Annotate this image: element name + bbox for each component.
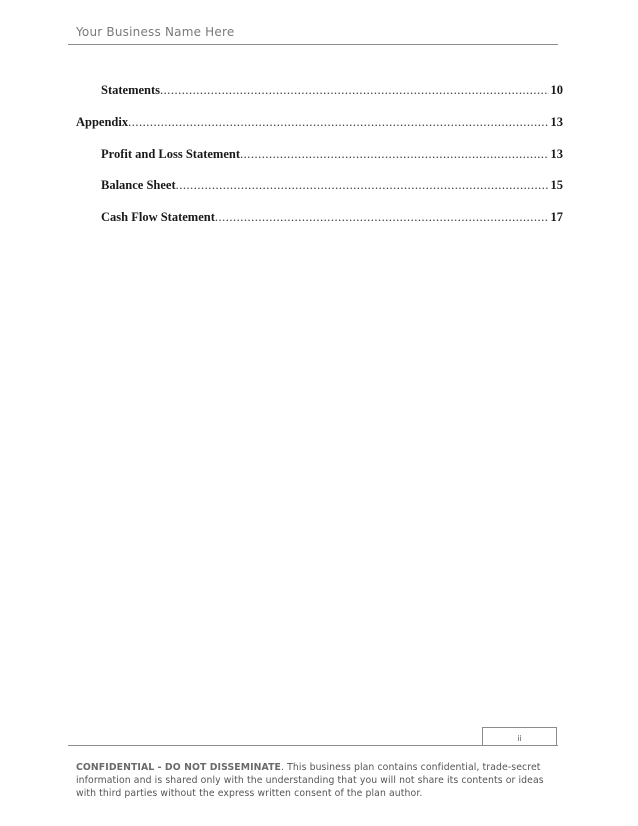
toc-entry-page: 13	[550, 115, 563, 129]
toc-entry-cash-flow[interactable]	[101, 210, 563, 225]
toc-entry-balance-sheet[interactable]	[101, 178, 563, 193]
toc-dot-leader	[240, 147, 548, 162]
page-number: ii	[517, 734, 522, 743]
page-number-box	[482, 727, 557, 745]
confidentiality-text: . This business plan contains confidential, trade-secret information and is shared only with the understanding that you will not share its contents or ideas with third parties without the express written consent of the plan author.	[76, 762, 544, 799]
toc-dot-leader	[176, 178, 549, 193]
toc-dot-leader	[215, 210, 549, 225]
toc-entry-label: Balance Sheet	[101, 178, 176, 192]
toc-entry-statements[interactable]	[101, 83, 563, 98]
footer-divider	[68, 745, 558, 746]
toc-dot-leader	[160, 83, 548, 98]
toc-entry-appendix[interactable]	[76, 115, 563, 130]
toc-entry-label: Appendix	[76, 115, 129, 129]
confidentiality-heading: CONFIDENTIAL - DO NOT DISSEMINATE	[76, 762, 281, 773]
toc-entry-page: 10	[550, 83, 563, 97]
header-divider	[68, 44, 558, 45]
page-header-title: Your Business Name Here	[76, 25, 235, 39]
toc-entry-label: Profit and Loss Statement	[101, 147, 241, 161]
toc-entry-page: 17	[550, 210, 563, 224]
toc-dot-leader	[128, 115, 548, 130]
toc-entry-label: Cash Flow Statement	[101, 210, 215, 224]
toc-entry-profit-and-loss[interactable]	[101, 147, 563, 162]
toc-entry-page: 15	[550, 178, 563, 192]
confidentiality-notice	[76, 761, 566, 800]
toc-entry-label: Statements	[101, 83, 161, 97]
toc-entry-page: 13	[550, 147, 563, 161]
